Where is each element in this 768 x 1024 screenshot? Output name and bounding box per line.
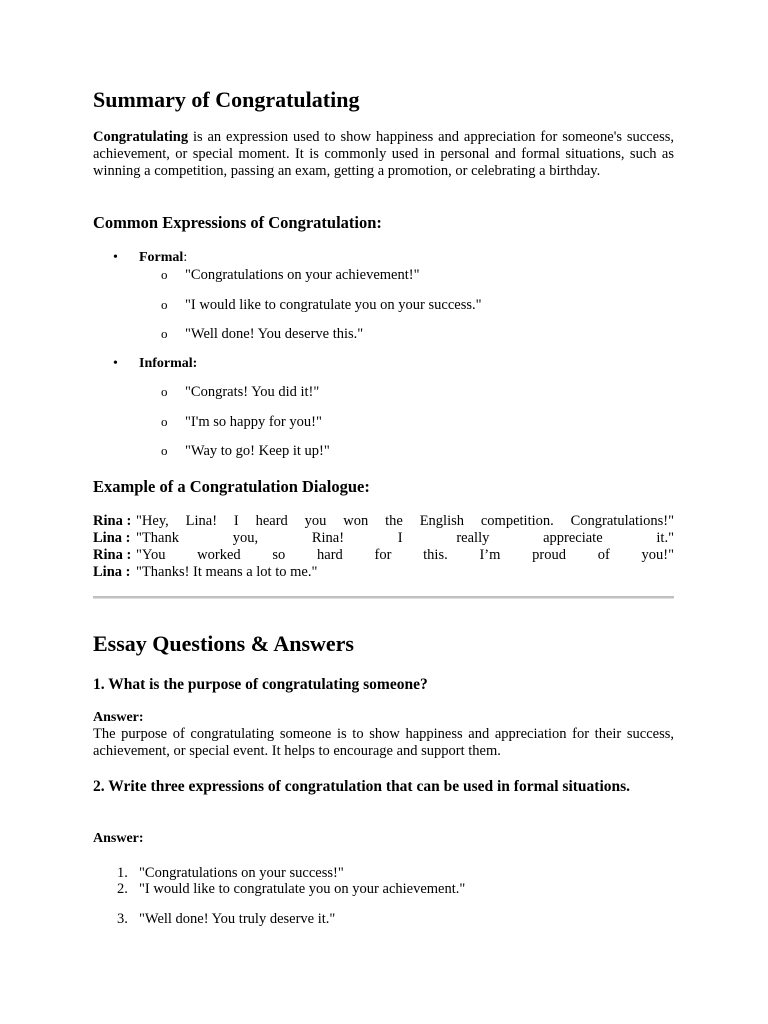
dialogue-text: "Thank you, Rina! I really appreciate it." (136, 530, 674, 546)
informal-expression-2: "I'm so happy for you!" (185, 414, 322, 430)
formal-expression-2: "I would like to congratulate you on your success." (185, 297, 482, 313)
dialogue-line (93, 564, 674, 581)
sub-bullet-icon: o (161, 384, 168, 399)
bullet-icon: • (113, 250, 118, 265)
speaker-name: Lina : (93, 530, 131, 546)
dialogue-text: "You worked so hard for this. I’m proud of you!" (136, 547, 674, 563)
essay-title: Essay Questions & Answers (93, 631, 354, 656)
answer-label-2: Answer: (93, 831, 144, 846)
list-number: 2. (117, 881, 128, 897)
sub-bullet-icon: o (161, 443, 168, 458)
answer-1: The purpose of congratulating someone is to show happiness and appreciation for their success, achievement, or special event. It helps to encourage and support them. (93, 726, 674, 759)
formal-expression-1: "Congratulations on your achievement!" (185, 267, 420, 283)
sub-bullet-icon: o (161, 326, 168, 341)
question-2: 2. Write three expressions of congratulation that can be used in formal situations. (93, 778, 631, 795)
question-1: 1. What is the purpose of congratulating someone? (93, 676, 428, 693)
answer-2-item-1: "Congratulations on your success!" (139, 865, 344, 881)
dialogue-line (93, 513, 674, 530)
informal-expression-3: "Way to go! Keep it up!" (185, 443, 330, 459)
dialogue-text: "Thanks! It means a lot to me." (136, 564, 318, 580)
bullet-icon: • (113, 356, 118, 371)
sub-bullet-icon: o (161, 267, 168, 282)
summary-definition: is an expression used to show happiness and appreciation for someone's success, achievement, or special moment. It is commonly used in personal and formal situations, such as winning a competition, passing an exam, getting a promotion, or celebrating a birthday. (93, 129, 674, 179)
sub-bullet-icon: o (161, 414, 168, 429)
summary-term: Congratulating (93, 129, 189, 145)
sub-bullet-icon: o (161, 297, 168, 312)
list-number: 1. (117, 865, 128, 881)
summary-paragraph (93, 129, 674, 180)
dialogue-text: "Hey, Lina! I heard you won the English competition. Congratulations!" (136, 513, 674, 529)
expressions-heading: Common Expressions of Congratulation: (93, 213, 382, 232)
informal-label: Informal: (139, 356, 198, 371)
formal-colon: : (183, 250, 188, 265)
dialogue-line (93, 530, 674, 547)
list-number: 3. (117, 911, 128, 927)
formal-label: Formal (139, 250, 184, 265)
answer-2-item-3: "Well done! You truly deserve it." (139, 911, 336, 927)
informal-expression-1: "Congrats! You did it!" (185, 384, 320, 400)
answer-2-item-2: "I would like to congratulate you on your achievement." (139, 881, 466, 897)
speaker-name: Rina : (93, 513, 132, 529)
formal-expression-3: "Well done! You deserve this." (185, 326, 364, 342)
speaker-name: Lina : (93, 564, 131, 580)
speaker-name: Rina : (93, 547, 132, 563)
dialogue-line (93, 547, 674, 564)
horizontal-divider (93, 596, 674, 599)
summary-title: Summary of Congratulating (93, 87, 360, 112)
dialogue-heading: Example of a Congratulation Dialogue: (93, 477, 370, 496)
answer-label-1: Answer: (93, 710, 144, 725)
